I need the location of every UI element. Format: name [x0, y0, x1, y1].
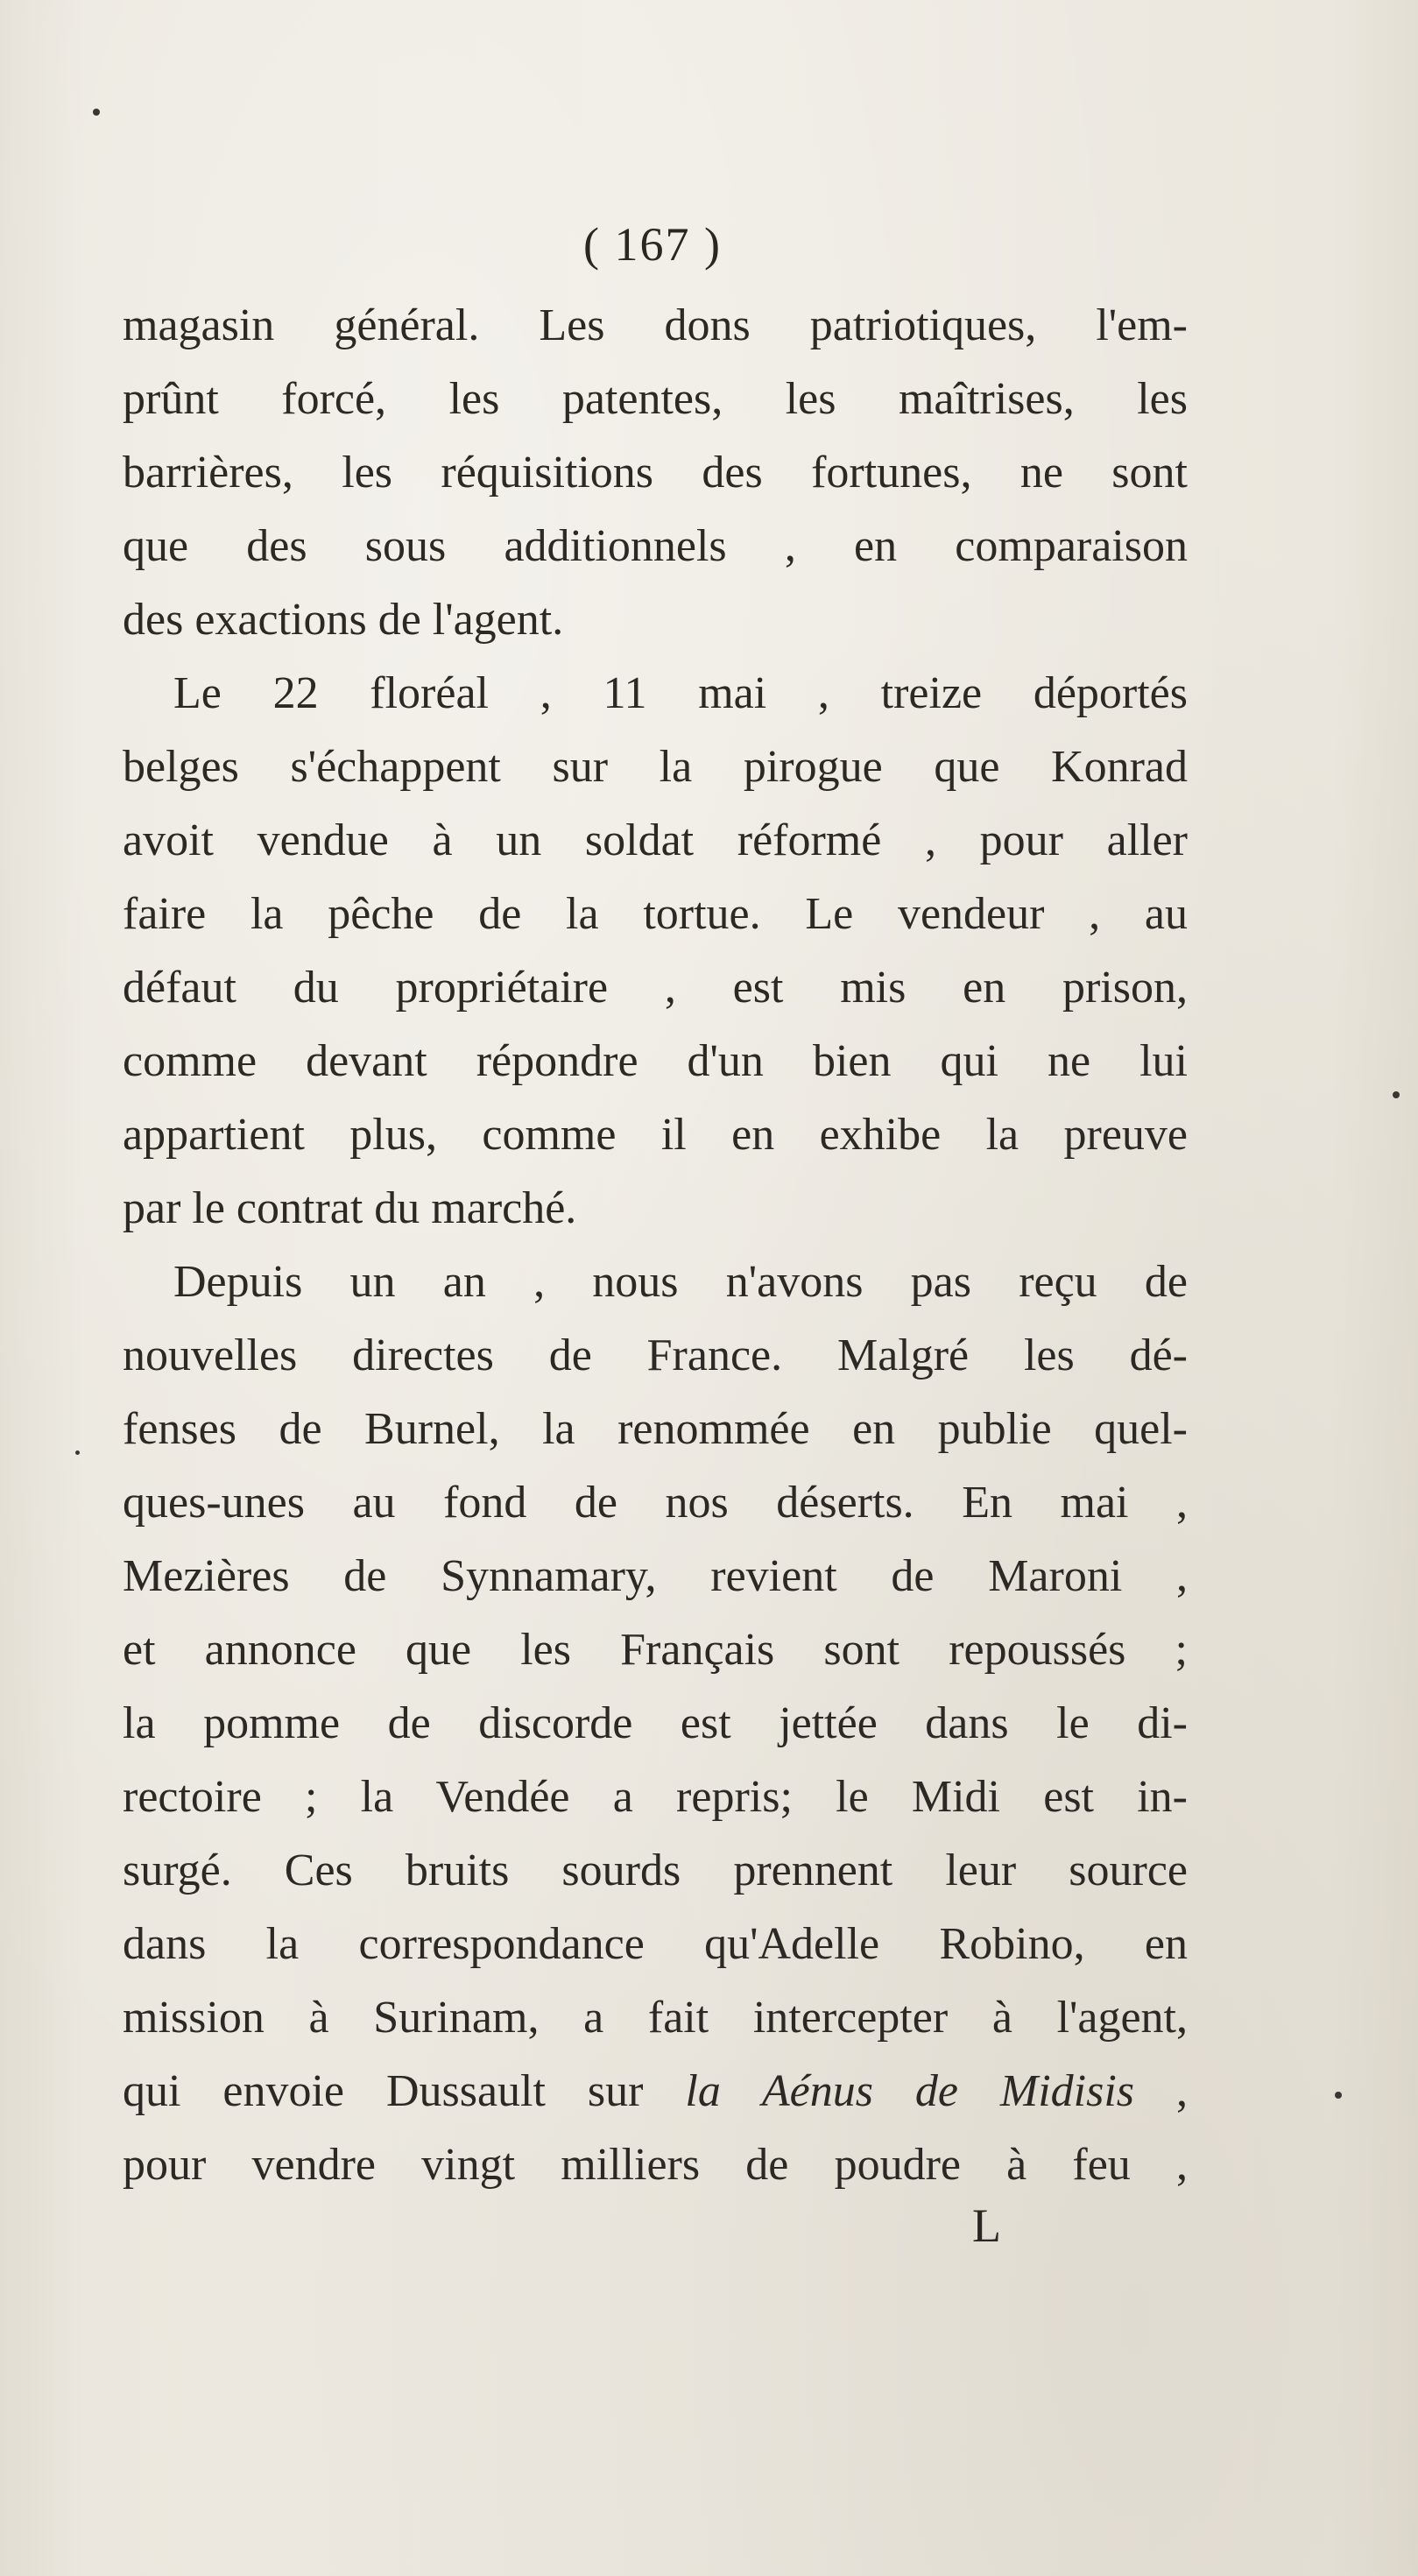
page-body-text: [123, 289, 1188, 2202]
signature-mark: L: [972, 2199, 1001, 2252]
text-line: qui envoie Dussault sur la Aénus de Midisis ,: [123, 2066, 1188, 2116]
text-line: prûnt forcé, les patentes, les maîtrises, les: [123, 374, 1188, 424]
text-line: barrières, les réquisitions des fortunes, ne sont: [123, 448, 1188, 498]
paper-speck: [1393, 1091, 1400, 1098]
page-number-header: ( 167 ): [583, 218, 722, 271]
paper-speck: [1335, 2092, 1342, 2099]
text-line: défaut du propriétaire , est mis en prison,: [123, 963, 1188, 1013]
text-line: Depuis un an , nous n'avons pas reçu de: [173, 1257, 1188, 1307]
text-line: avoit vendue à un soldat réformé , pour aller: [123, 815, 1188, 865]
paper-speck: [93, 109, 100, 116]
text-line: pour vendre vingt milliers de poudre à feu ,: [123, 2140, 1188, 2190]
paper-speck: [75, 1450, 80, 1455]
text-line: fenses de Burnel, la renommée en publie quel-: [123, 1404, 1188, 1454]
text-line: Le 22 floréal , 11 mai , treize déportés: [173, 668, 1188, 718]
text-line: par le contrat du marché.: [123, 1183, 577, 1233]
text-line: faire la pêche de la tortue. Le vendeur , au: [123, 889, 1188, 939]
text-line: des exactions de l'agent.: [123, 595, 564, 645]
text-line: magasin général. Les dons patriotiques, l'em-: [123, 300, 1188, 350]
text-line: que des sous additionnels , en comparaison: [123, 521, 1188, 571]
text-line: nouvelles directes de France. Malgré les dé-: [123, 1330, 1188, 1380]
text-line: surgé. Ces bruits sourds prennent leur source: [123, 1846, 1188, 1895]
text-line: la pomme de discorde est jettée dans le di-: [123, 1698, 1188, 1748]
text-line: ques-unes au fond de nos déserts. En mai ,: [123, 1478, 1188, 1528]
text-line: belges s'échappent sur la pirogue que Konrad: [123, 742, 1188, 792]
text-line: dans la correspondance qu'Adelle Robino, en: [123, 1919, 1188, 1969]
text-line: rectoire ; la Vendée a repris; le Midi est in-: [123, 1772, 1188, 1822]
text-line: appartient plus, comme il en exhibe la preuve: [123, 1110, 1188, 1160]
text-line: et annonce que les Français sont repoussés ;: [123, 1625, 1188, 1675]
text-line: mission à Surinam, a fait intercepter à l'agent,: [123, 1993, 1188, 2043]
text-line: comme devant répondre d'un bien qui ne lui: [123, 1036, 1188, 1086]
ship-name: la Aénus de Midisis: [685, 2066, 1135, 2116]
text-line: Mezières de Synnamary, revient de Maroni ,: [123, 1551, 1188, 1601]
